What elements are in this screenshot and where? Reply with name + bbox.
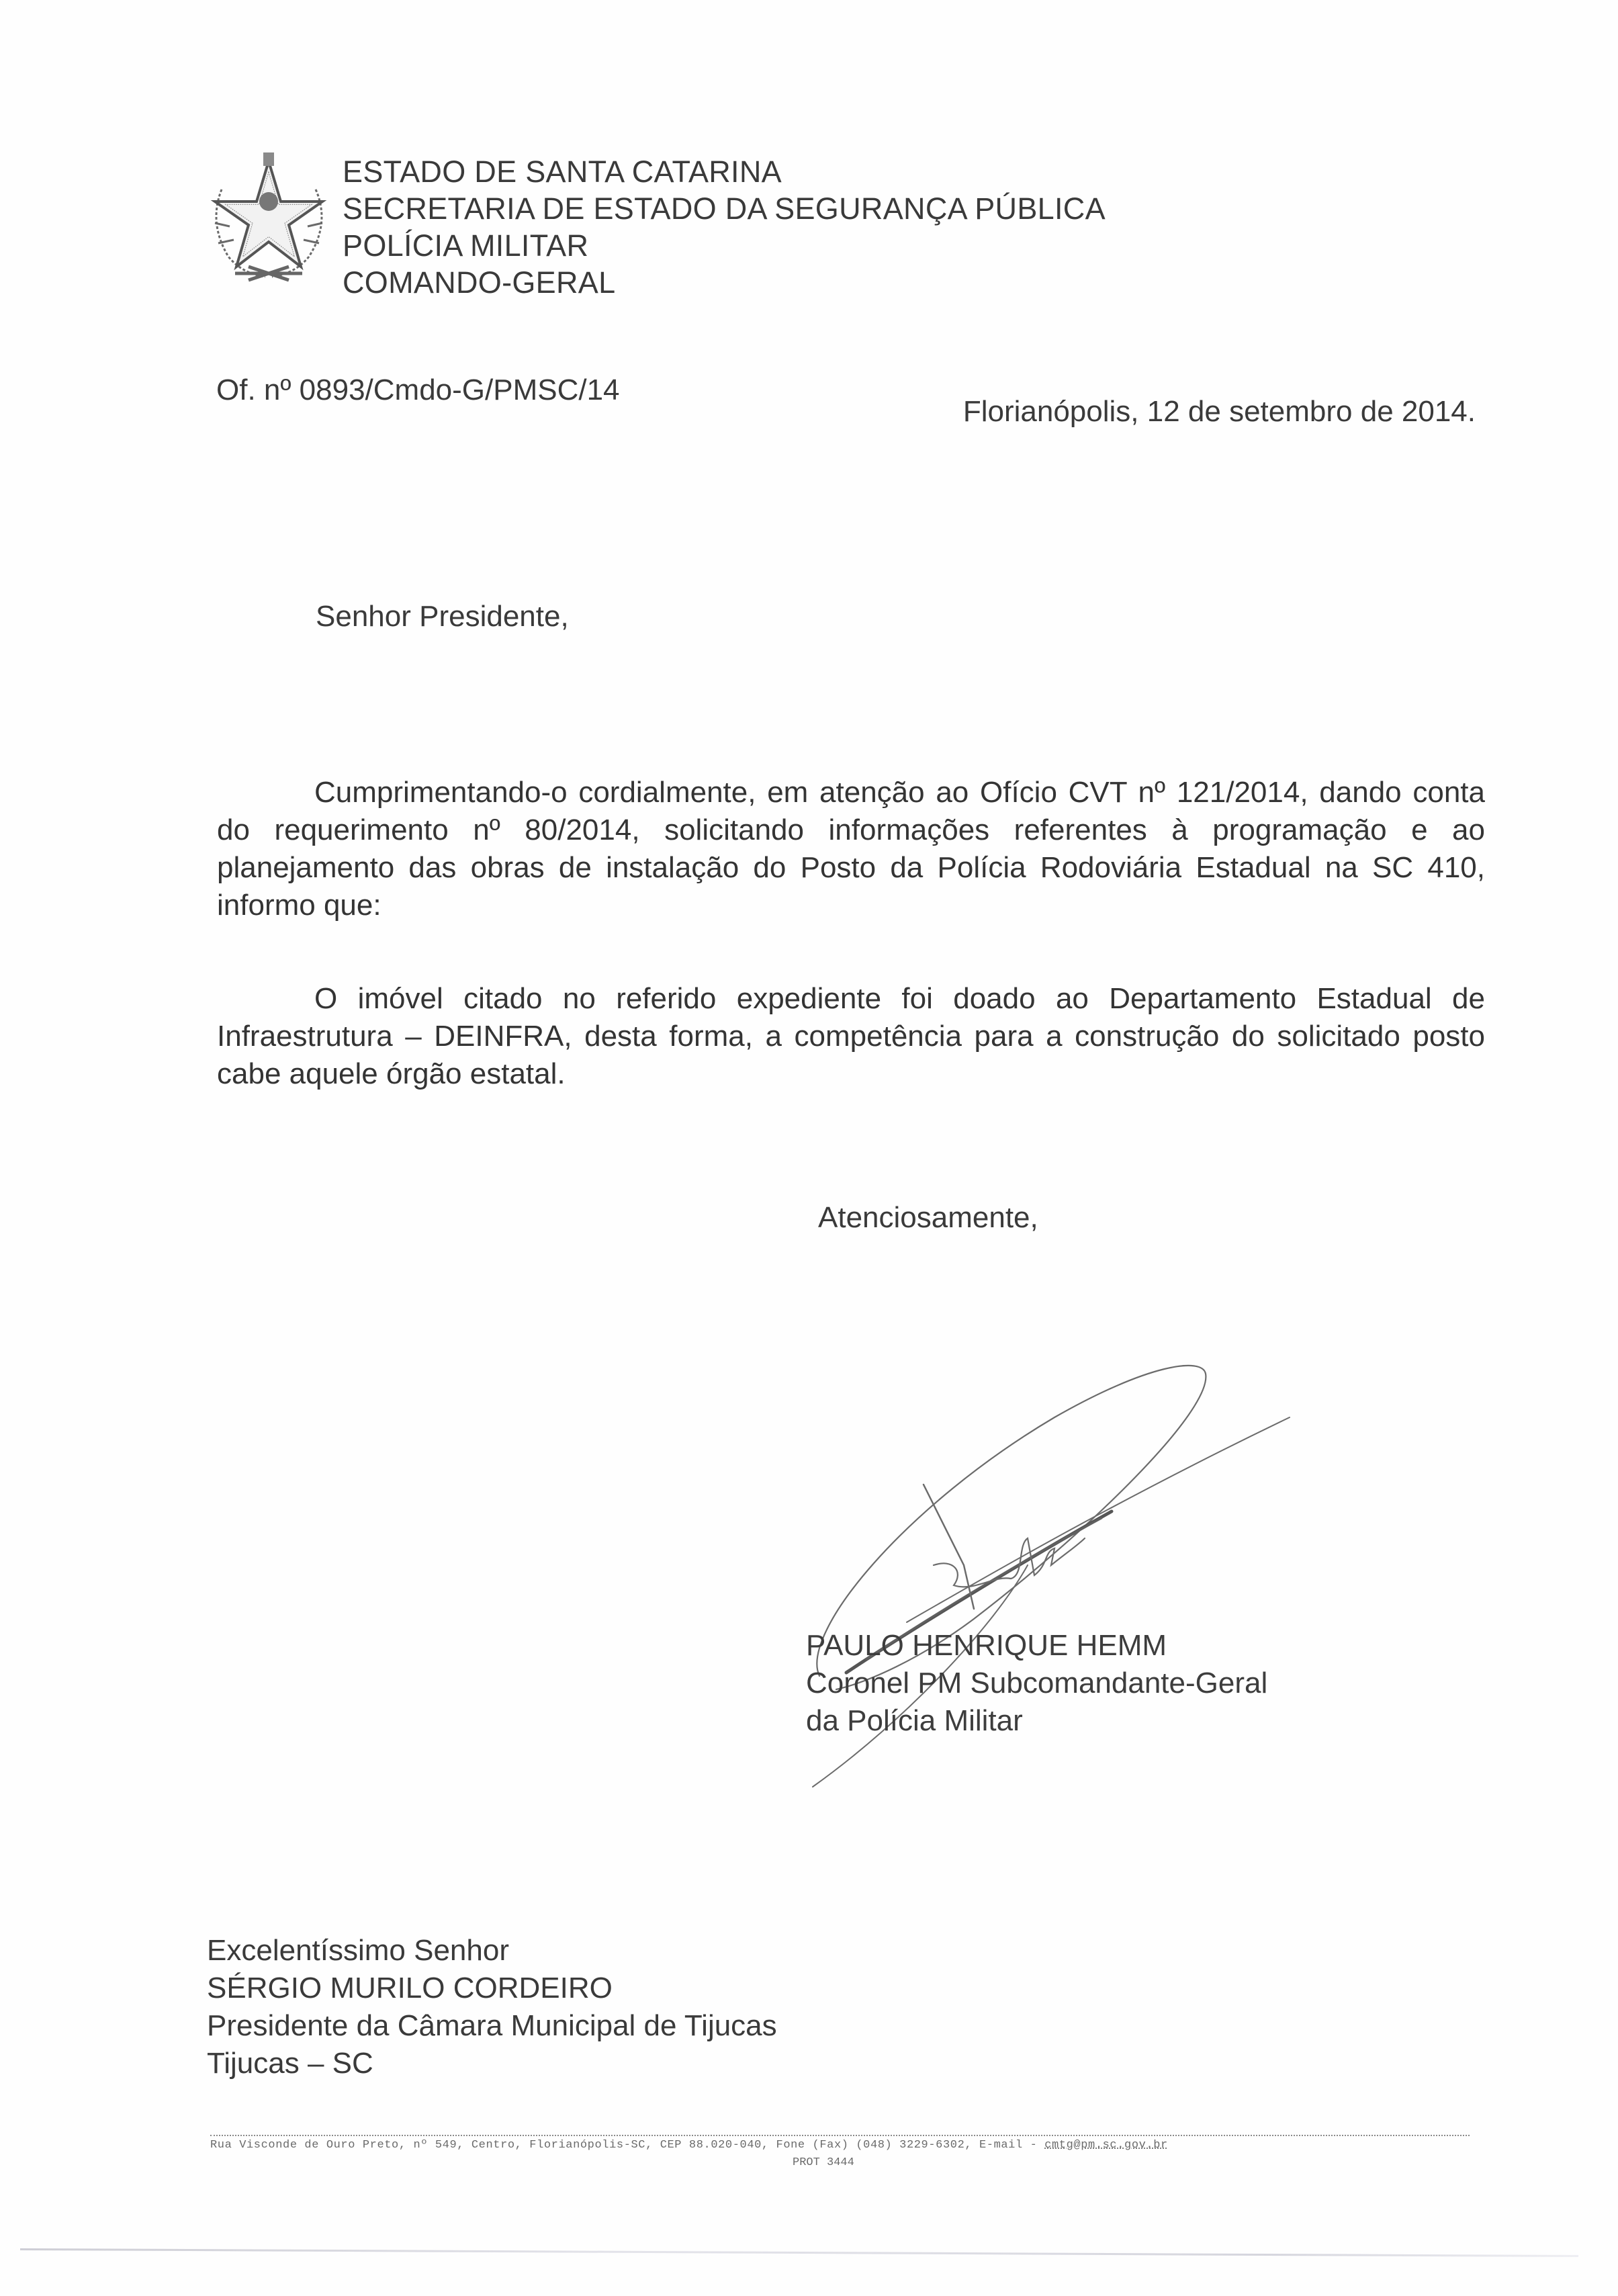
letterhead-police: POLÍCIA MILITAR xyxy=(343,228,589,263)
coat-of-arms-icon xyxy=(201,149,336,287)
footer-address xyxy=(210,2139,1168,2152)
scan-artifact-line xyxy=(20,2248,1578,2257)
salutation: Senhor Presidente, xyxy=(316,600,569,633)
letterhead-command: COMANDO-GERAL xyxy=(343,265,616,300)
signer-organization: da Polícia Militar xyxy=(806,1704,1023,1737)
addressee-name: SÉRGIO MURILO CORDEIRO xyxy=(207,1972,613,2004)
signer-title: Coronel PM Subcomandante-Geral xyxy=(806,1667,1268,1699)
letterhead-state: ESTADO DE SANTA CATARINA xyxy=(343,154,782,189)
footer-email-link[interactable]: cmtg@pm.sc.gov.br xyxy=(1044,2139,1168,2152)
letterhead-secretariat: SECRETARIA DE ESTADO DA SEGURANÇA PÚBLICA xyxy=(343,191,1106,226)
addressee-block xyxy=(207,1932,777,2082)
closing: Atenciosamente, xyxy=(818,1201,1038,1234)
signer-block xyxy=(806,1627,1267,1740)
handwritten-signature xyxy=(772,1343,1343,1814)
letterhead xyxy=(343,153,1106,301)
addressee-position: Presidente da Câmara Municipal de Tijucas xyxy=(207,2009,777,2042)
protocol-number: PROT 3444 xyxy=(793,2156,854,2169)
addressee-honorific: Excelentíssimo Senhor xyxy=(207,1934,509,1967)
document-reference: Of. nº 0893/Cmdo-G/PMSC/14 xyxy=(216,373,620,406)
signer-name: PAULO HENRIQUE HEMM xyxy=(806,1629,1167,1662)
footer-address-text: Rua Visconde de Ouro Preto, nº 549, Centro, Florianópolis-SC, CEP 88.020-040, Fone (Fax) (048) 3229-6302, E-mail - xyxy=(210,2139,1045,2152)
body-paragraph: Cumprimentando-o cordialmente, em atenção ao Ofício CVT nº 121/2014, dando conta do requerimento nº 80/2014, solicitando informações referentes à programação e ao planejamento das obras de instalação do Posto da Polícia Rodoviária Estadual na SC 410, informo que: xyxy=(217,776,1485,922)
footer-divider xyxy=(210,2135,1470,2136)
place-date: Florianópolis, 12 de setembro de 2014. xyxy=(962,395,1476,428)
body-paragraph: O imóvel citado no referido expediente foi doado ao Departamento Estadual de Infraestrutura – DEINFRA, desta forma, a competência para a construção do solicitado posto cabe aquele órgão estatal. xyxy=(217,982,1485,1090)
addressee-location: Tijucas – SC xyxy=(207,2047,373,2080)
